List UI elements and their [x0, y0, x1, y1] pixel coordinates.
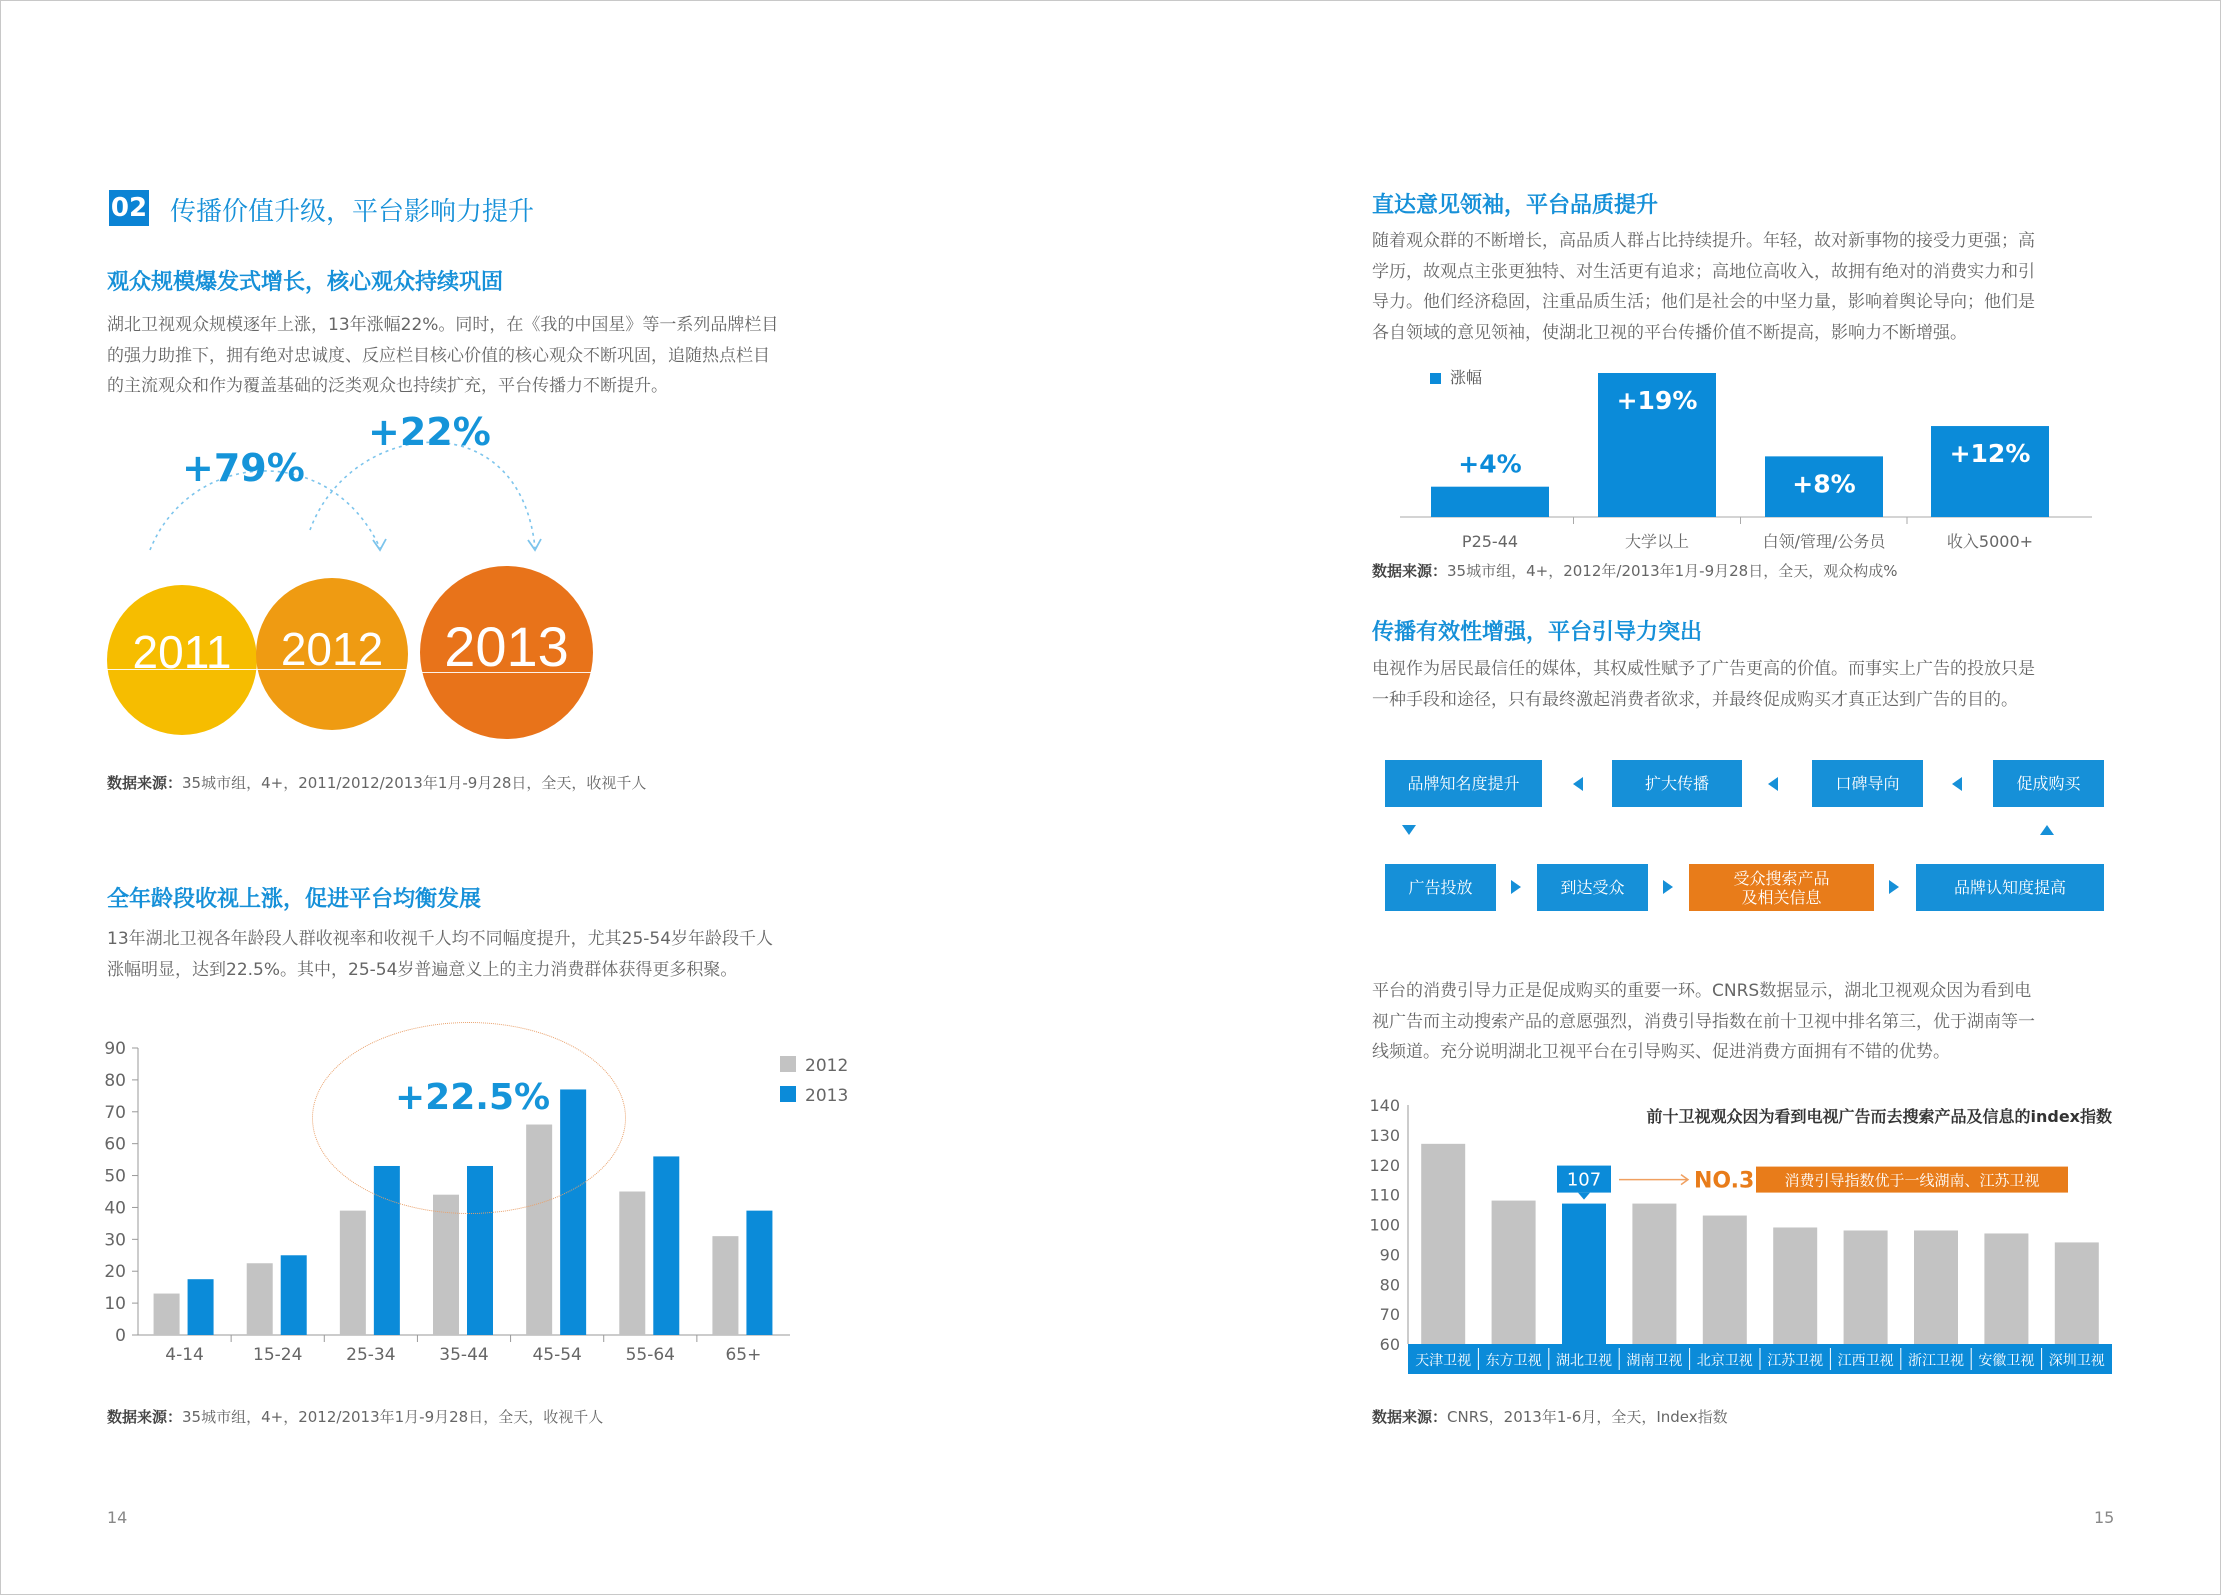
- y-tick-label: 80: [104, 1070, 126, 1091]
- bar-channel: [1492, 1201, 1536, 1344]
- arrow-up-icon: [2040, 825, 2054, 835]
- bar-2013: [746, 1211, 772, 1335]
- x-tick-label: 收入5000+: [1946, 532, 2034, 551]
- chart-title: 前十卫视观众因为看到电视广告而去搜索产品及信息的index指数: [1646, 1107, 2112, 1126]
- paragraph-line: 的主流观众和作为覆盖基础的泛类观众也持续扩充，平台传播力不断提升。: [107, 376, 668, 396]
- data-label: +12%: [1949, 439, 2031, 469]
- paragraph-line: 视广告而主动搜索产品的意愿强烈，消费引导指数在前十卫视中排名第三，优于湖南等一: [1372, 1011, 2035, 1032]
- page-number-left: 14: [107, 1508, 128, 1527]
- page-number-right: 15: [2094, 1508, 2115, 1527]
- paragraph-consumption-guidance: [1372, 976, 2035, 1068]
- arrow-right-icon: [1511, 880, 1521, 894]
- bar-highlighted: [1562, 1204, 1606, 1344]
- paragraph-audience-growth: [107, 310, 778, 402]
- rank-label: NO.3: [1694, 1168, 1755, 1194]
- legend-swatch: [1430, 373, 1441, 384]
- bar-2012: [247, 1263, 273, 1335]
- legend-label-2013: 2013: [805, 1086, 849, 1106]
- flow-step-brand-recognition: 品牌认知度提高: [1916, 864, 2104, 911]
- y-tick-label: 0: [115, 1326, 126, 1346]
- flow-step-reach-audience: 到达受众: [1537, 864, 1648, 911]
- growth-arc-2012-2013: [310, 442, 535, 548]
- source-label: 数据来源：: [107, 774, 183, 792]
- y-tick-label: 70: [1379, 1305, 1400, 1325]
- x-tick-label: 北京卫视: [1696, 1353, 1753, 1369]
- bar-2012: [619, 1192, 645, 1336]
- year-label: 2012: [280, 623, 384, 675]
- x-tick-label: 浙江卫视: [1908, 1353, 1964, 1369]
- flow-step-search-products: 受众搜索产品 及相关信息: [1689, 864, 1874, 911]
- x-tick-label: 35-44: [439, 1345, 489, 1365]
- bar-2012: [340, 1211, 366, 1335]
- x-tick-label: 白领/管理/公务员: [1762, 532, 1886, 551]
- year-circle-2013: [420, 566, 593, 739]
- y-tick-label: 40: [104, 1198, 126, 1219]
- data-label: +8%: [1792, 469, 1856, 499]
- data-label: +4%: [1458, 449, 1522, 479]
- y-tick-label: 90: [104, 1039, 126, 1059]
- bar-channel: [1773, 1227, 1817, 1344]
- x-tick-label: 4-14: [165, 1345, 204, 1365]
- paragraph-line: 导力。他们经济稳固，注重品质生活；他们是社会的中坚力量，影响着舆论导向；他们是: [1372, 292, 2035, 312]
- source-text: 35城市组，4+，2012/2013年1月-9月28日，全天，收视千人: [182, 1408, 604, 1426]
- paragraph-line: 的强力助推下，拥有绝对忠诚度、反应栏目核心价值的核心观众不断巩固，追随热点栏目: [107, 345, 770, 366]
- paragraph-line: 电视作为居民最信任的媒体，其权威性赋予了广告更高的价值。而事实上广告的投放只是: [1372, 659, 2035, 679]
- paragraph-effectiveness: [1372, 654, 2035, 715]
- heading-age-groups: 全年龄段收视上涨，促进平台均衡发展: [107, 887, 482, 912]
- y-tick-label: 10: [104, 1294, 126, 1315]
- source-note-age: [107, 1406, 603, 1427]
- paragraph-line: 涨幅明显，达到22.5%。其中，25-54岁普遍意义上的主力消费群体获得更多积聚。: [107, 959, 738, 980]
- x-tick-label: 江西卫视: [1837, 1353, 1894, 1369]
- bar-channel: [1421, 1144, 1465, 1344]
- bar-channel: [2055, 1242, 2099, 1344]
- age-growth-callout: +22.5%: [395, 1077, 551, 1118]
- bar-2012: [433, 1195, 459, 1335]
- x-tick-label: 15-24: [253, 1345, 303, 1365]
- y-tick-label: 20: [104, 1262, 126, 1283]
- arrow-right-icon: [1889, 880, 1899, 894]
- legend-label-2012: 2012: [805, 1056, 849, 1076]
- section-number-badge: 02: [109, 190, 149, 226]
- year-label: 2013: [444, 615, 569, 678]
- legend-swatch-2013: [780, 1086, 796, 1102]
- section-title: 传播价值升级，平台影响力提升: [170, 197, 535, 227]
- arrow-left-icon: [1573, 777, 1583, 791]
- year-circle-2012: [256, 578, 408, 730]
- source-text: 35城市组，4+，2012年/2013年1月-9月28日，全天，观众构成%: [1447, 562, 1898, 580]
- source-note-index: [1372, 1406, 1728, 1427]
- bar-channel: [1703, 1216, 1747, 1344]
- source-label: 数据来源：: [107, 1408, 183, 1426]
- highlight-ellipse: [312, 1022, 626, 1214]
- y-tick-label: 60: [1379, 1335, 1400, 1354]
- arrow-left-icon: [1768, 777, 1778, 791]
- flow-step-purchase: 促成购买: [1993, 760, 2104, 807]
- paragraph-line: 学历，故观点主张更独特、对生活更有追求；高地位高收入，故拥有绝对的消费实力和引: [1372, 261, 2035, 282]
- x-tick-label: 湖北卫视: [1556, 1353, 1612, 1369]
- x-tick-label: 江苏卫视: [1767, 1353, 1824, 1369]
- x-tick-label: 45-54: [532, 1345, 582, 1365]
- paragraph-line: 随着观众群的不断增长，高品质人群占比持续提升。年轻，故对新事物的接受力更强；高: [1372, 231, 2035, 251]
- flow-step-expand-reach: 扩大传播: [1612, 760, 1742, 807]
- paragraph-line: 湖北卫视观众规模逐年上涨，13年涨幅22%。同时，在《我的中国星》等一系列品牌栏目: [107, 315, 779, 335]
- bar-channel: [1914, 1230, 1958, 1344]
- y-tick-label: 130: [1369, 1125, 1400, 1145]
- paragraph-age-groups: [107, 924, 773, 985]
- source-note-audience: [107, 772, 646, 793]
- quality-growth-bar-chart: [1370, 362, 2120, 552]
- source-label: 数据来源：: [1372, 562, 1448, 580]
- paragraph-line: 线频道。充分说明湖北卫视平台在引导购买、促进消费方面拥有不错的优势。: [1372, 1042, 1950, 1062]
- x-tick-label: 东方卫视: [1485, 1353, 1542, 1369]
- bar-channel: [1632, 1204, 1676, 1344]
- source-text: CNRS，2013年1-6月，全天，Index指数: [1447, 1408, 1728, 1426]
- bar-2013: [188, 1279, 214, 1335]
- growth-label-2013: +22%: [368, 410, 491, 454]
- paragraph-line: 平台的消费引导力正是促成购买的重要一环。CNRS数据显示，湖北卫视观众因为看到电: [1372, 981, 2032, 1001]
- source-text: 35城市组，4+，2011/2012/2013年1月-9月28日，全天，收视千人: [182, 774, 647, 792]
- y-tick-label: 30: [104, 1230, 126, 1251]
- x-tick-label: 安徽卫视: [1978, 1353, 2035, 1369]
- x-tick-label: 65+: [725, 1345, 762, 1365]
- x-tick-label: 天津卫视: [1415, 1353, 1472, 1369]
- bar-channel: [1844, 1230, 1888, 1344]
- bar-2013: [653, 1156, 679, 1335]
- rank-note: 消费引导指数优于一线湖南、江苏卫视: [1784, 1171, 2040, 1190]
- y-tick-label: 60: [104, 1134, 126, 1155]
- y-tick-label: 90: [1379, 1245, 1400, 1265]
- bar-channel: [1984, 1233, 2028, 1344]
- y-tick-label: 70: [104, 1102, 126, 1123]
- index-bar-chart: [1360, 1090, 2120, 1380]
- bar-2012: [712, 1236, 738, 1335]
- legend-swatch-2012: [780, 1056, 796, 1072]
- y-tick-label: 120: [1369, 1155, 1400, 1175]
- y-tick-label: 110: [1369, 1185, 1400, 1205]
- heading-audience-growth: 观众规模爆发式增长，核心观众持续巩固: [107, 270, 504, 295]
- flow-step-word-of-mouth: 口碑导向: [1812, 760, 1923, 807]
- x-tick-label: 湖南卫视: [1626, 1353, 1683, 1369]
- source-label: 数据来源：: [1372, 1408, 1448, 1426]
- paragraph-line: 各自领域的意见领袖，使湖北卫视的平台传播价值不断提高，影响力不断增强。: [1372, 322, 1967, 343]
- y-tick-label: 80: [1379, 1275, 1400, 1295]
- x-tick-label: 55-64: [625, 1345, 675, 1365]
- paragraph-line: 13年湖北卫视各年龄段人群收视率和收视千人均不同幅度提升，尤其25-54岁年龄段千人: [107, 929, 774, 949]
- year-label: 2011: [132, 626, 232, 678]
- flow-step-brand-awareness: 品牌知名度提升: [1385, 760, 1542, 807]
- y-tick-label: 100: [1369, 1215, 1400, 1235]
- x-tick-label: P25-44: [1461, 532, 1519, 551]
- arrow-right-icon: [1663, 880, 1673, 894]
- x-tick-label: 25-34: [346, 1345, 396, 1365]
- flow-step-ad-placement: 广告投放: [1385, 864, 1496, 911]
- paragraph-opinion-leaders: [1372, 226, 2035, 348]
- x-tick-label: 深圳卫视: [2048, 1353, 2105, 1369]
- legend-label: 涨幅: [1450, 368, 1483, 387]
- x-tick-label: 大学以上: [1624, 532, 1690, 551]
- arrow-head-icon: [373, 539, 386, 550]
- callout-pointer-icon: [1578, 1193, 1590, 1200]
- y-tick-label: 50: [104, 1166, 126, 1187]
- value-callout: 107: [1566, 1169, 1602, 1191]
- y-tick-label: 140: [1369, 1096, 1400, 1115]
- paragraph-line: 一种手段和途径，只有最终激起消费者欲求，并最终促成购买才真正达到广告的目的。: [1372, 689, 2018, 710]
- bar-2013: [281, 1255, 307, 1335]
- arrow-down-icon: [1402, 825, 1416, 835]
- heading-opinion-leaders: 直达意见领袖，平台品质提升: [1372, 193, 1659, 218]
- bar-growth: [1431, 487, 1549, 517]
- year-circle-2011: [107, 585, 257, 735]
- growth-label-2012: +79%: [182, 446, 305, 490]
- data-label: +19%: [1616, 386, 1698, 415]
- source-note-quality: [1372, 560, 1897, 581]
- heading-effectiveness: 传播有效性增强，平台引导力突出: [1372, 620, 1703, 645]
- arrow-left-icon: [1952, 777, 1962, 791]
- bar-2012: [154, 1294, 180, 1335]
